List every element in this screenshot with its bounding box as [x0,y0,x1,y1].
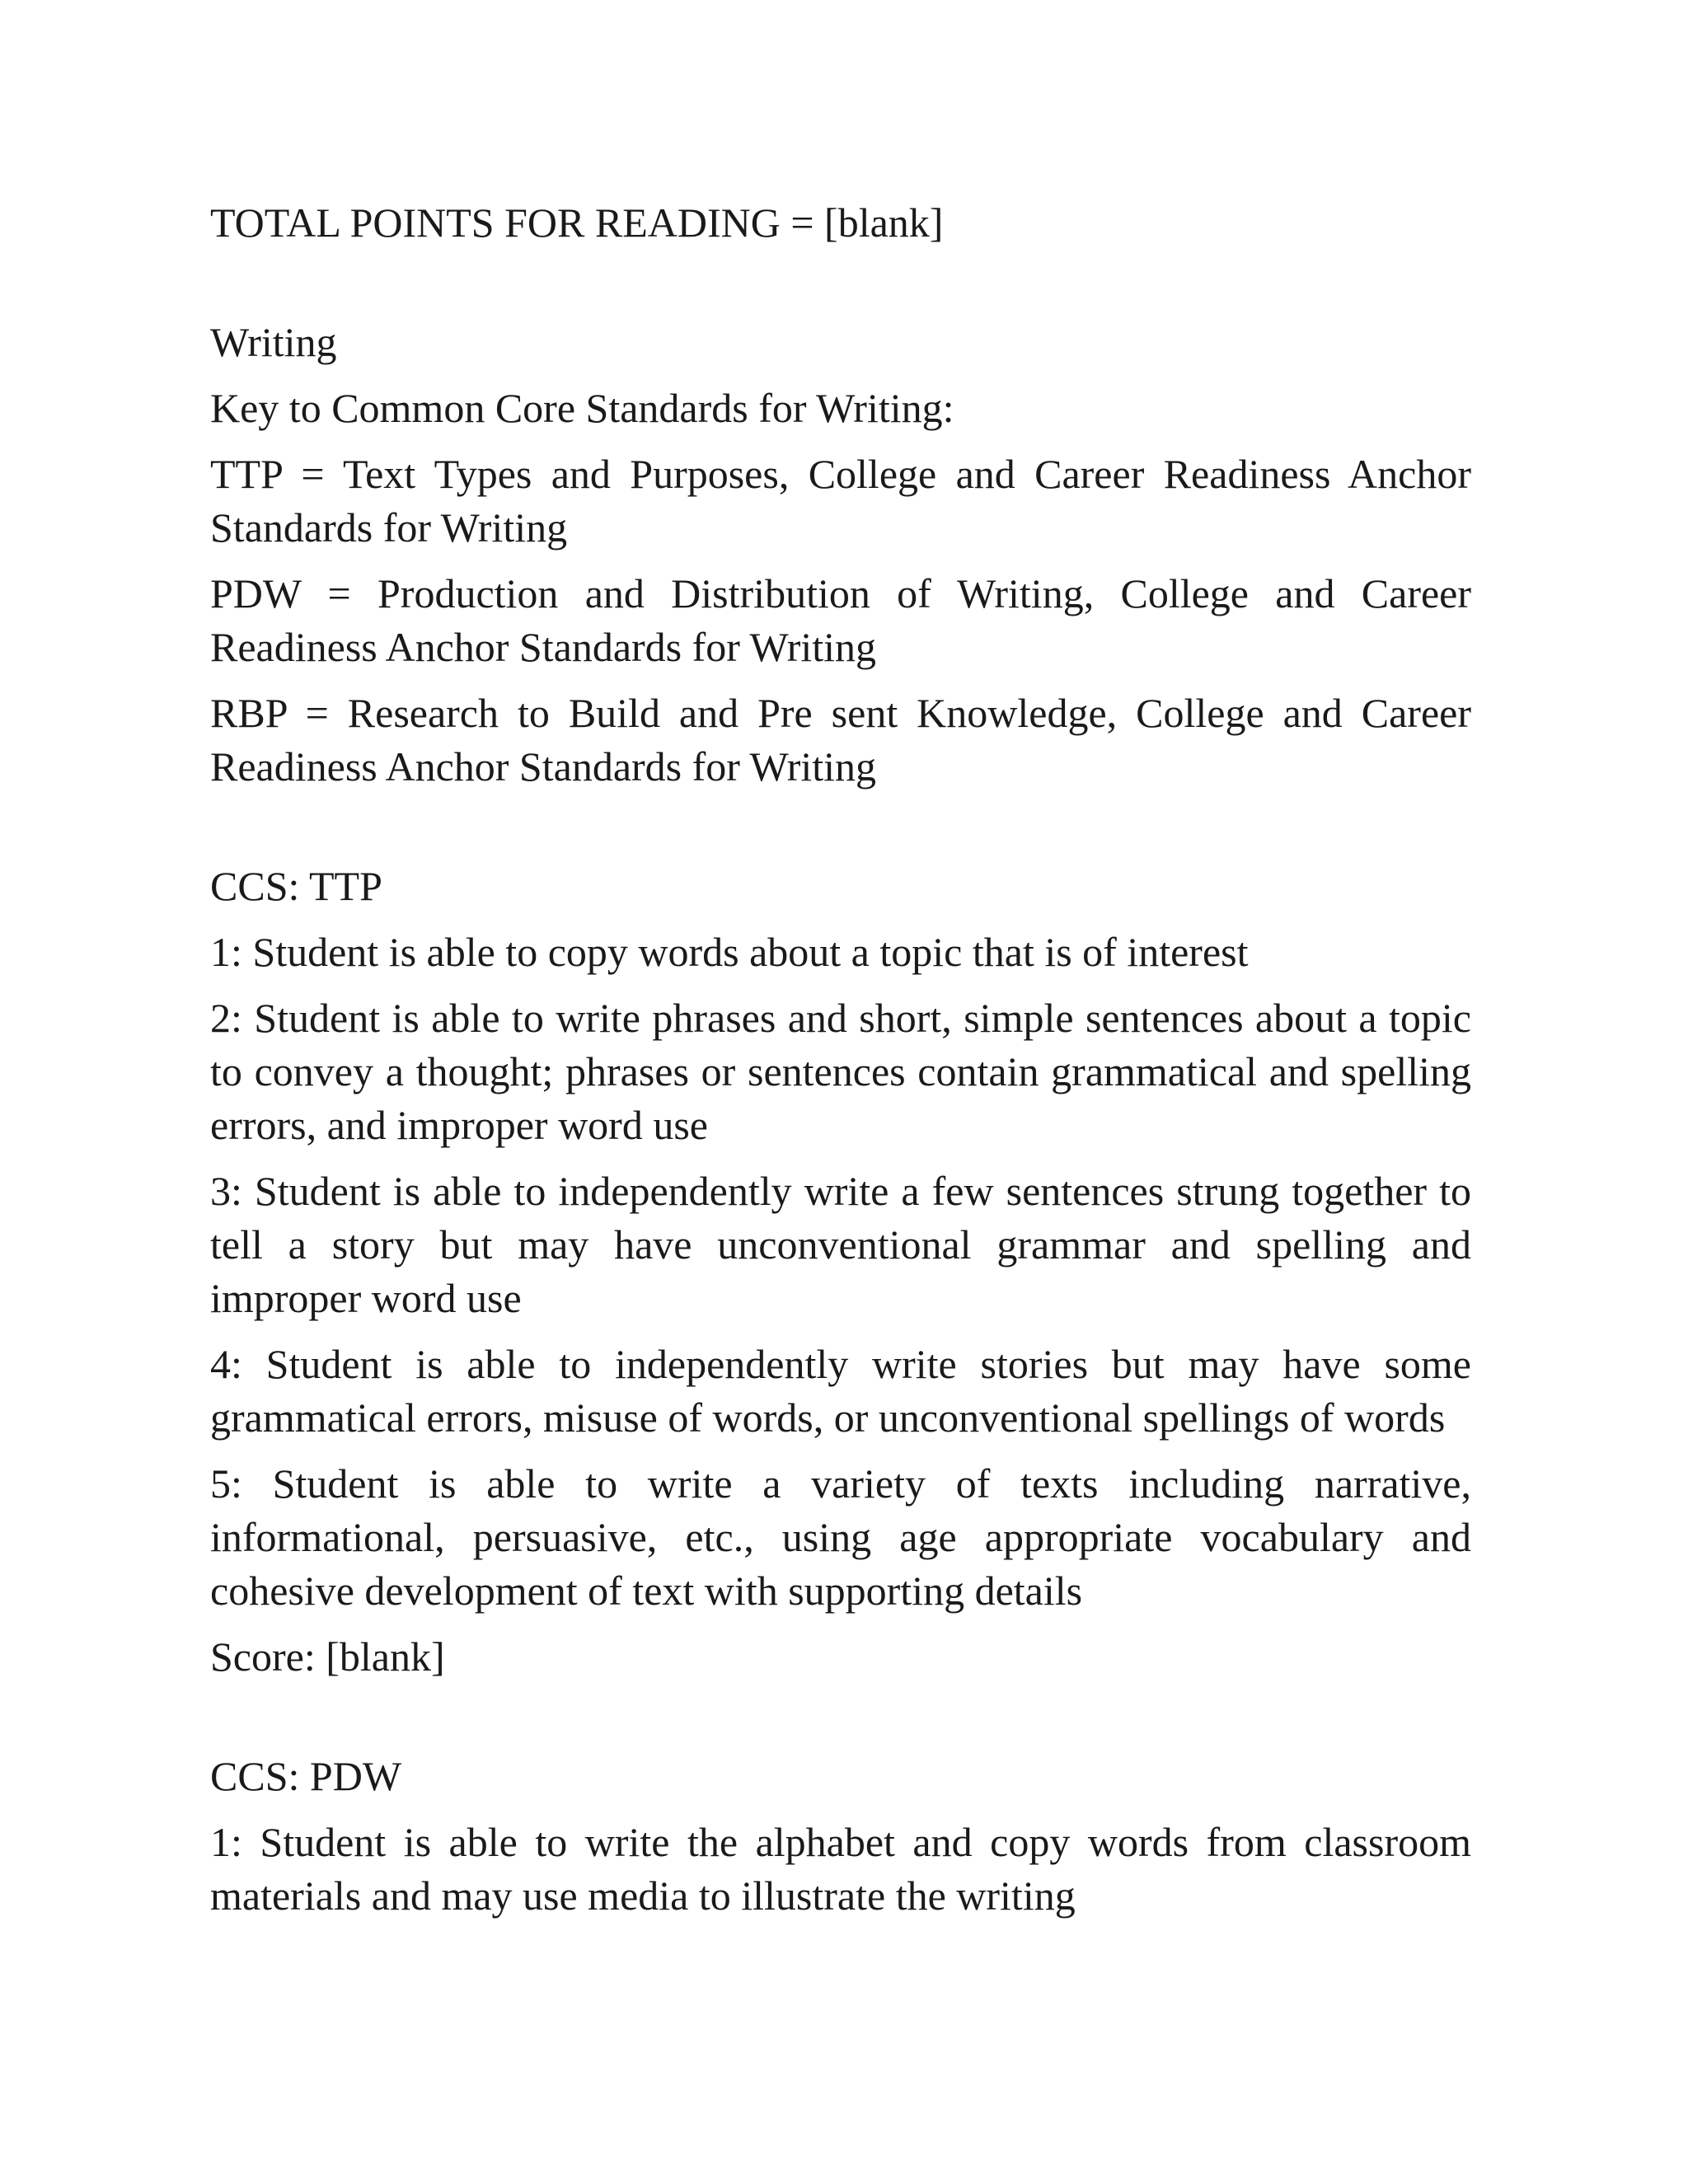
ttp-score: Score: [blank] [210,1633,445,1680]
pdw-level-1: 1: Student is able to write the alphabet and copy words from classroom materials and may use media to illustrate the writing [210,1819,1471,1919]
ttp-level-5: 5: Student is able to write a variety of texts including narrative, informational, persuasive, etc., using age appropriate vocabulary and cohesive development of text with supporting details [210,1460,1471,1614]
key-heading: Key to Common Core Standards for Writing: [210,385,954,431]
ttp-heading: CCS: TTP [210,863,382,909]
section-title: Writing [210,319,337,365]
pdw-heading: CCS: PDW [210,1753,402,1799]
ttp-level-3: 3: Student is able to independently write a few sentences strung together to tell a story but may have unconventional grammar and spelling and improper word use [210,1168,1471,1321]
key-item-rbp: RBP = Research to Build and Pre sent Knowledge, College and Career Readiness Anchor Standards for Writing [210,690,1471,790]
key-item-ttp: TTP = Text Types and Purposes, College and Career Readiness Anchor Standards for Writing [210,451,1471,551]
document-page [210,196,1471,1935]
ttp-level-1: 1: Student is able to copy words about a topic that is of interest [210,929,1249,975]
key-item-pdw: PDW = Production and Distribution of Writing, College and Career Readiness Anchor Standards for Writing [210,570,1471,670]
ttp-level-4: 4: Student is able to independently write stories but may have some grammatical errors, misuse of words, or unconventional spellings of words [210,1341,1471,1441]
ttp-level-2: 2: Student is able to write phrases and short, simple sentences about a topic to convey a thought; phrases or sentences contain grammatical and spelling errors, and improper word use [210,995,1471,1148]
reading-total-line: TOTAL POINTS FOR READING = [blank] [210,199,944,246]
